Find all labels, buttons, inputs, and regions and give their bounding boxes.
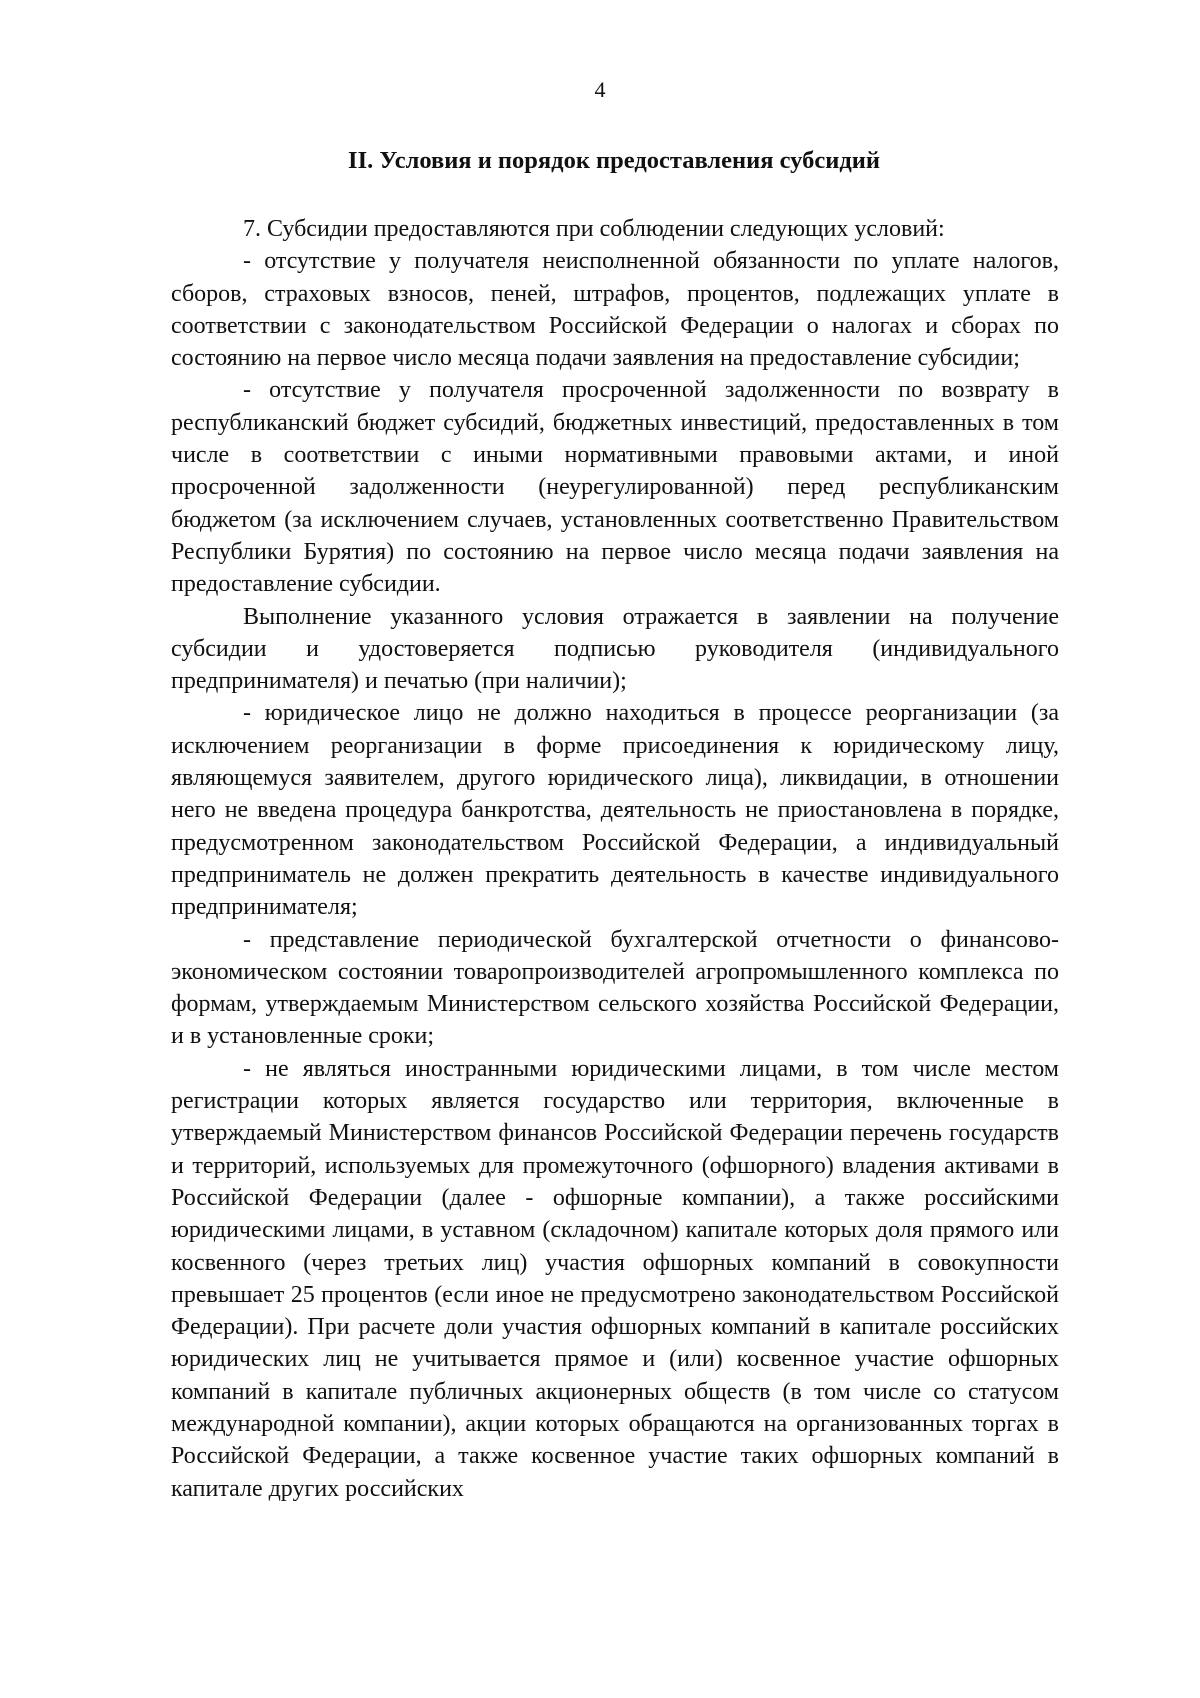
paragraph-accounting-reports: - представление периодической бухгалтерской отчетности о финансово-экономическом состоянии товаропроизводителей агропромышленного комплекса по формам, утверждаемым Министерством сельского хозяйства Российской Федерации, и в установленные сроки; — [171, 926, 1059, 1050]
paragraph-conditions-intro: 7. Субсидии предоставляются при соблюдении следующих условий: — [243, 216, 945, 242]
paragraph-condition-confirmation: Выполнение указанного условия отражается в заявлении на получение субсидии и удостоверяется подписью руководителя (индивидуального предпринимателя) и печатью (при наличии); — [171, 603, 1059, 695]
paragraph-no-reorganization: - юридическое лицо не должно находиться в процессе реорганизации (за исключением реорганизации в форме присоединения к юридическому лицу, являющемуся заявителем, другого юридического лица), ликвидации, в отношении него не введена процедура банкротства, деятельность не приостановлена в порядке, предусмотренном законодательством Российской Федерации, а индивидуальный предприниматель не должен прекратить деятельность в качестве индивидуального предпринимателя; — [171, 700, 1059, 921]
body-text — [171, 213, 1059, 1505]
section-title: II. Условия и порядок предоставления субсидий — [348, 147, 880, 174]
paragraph-no-tax-debt: - отсутствие у получателя неисполненной обязанности по уплате налогов, сборов, страховых взносов, пеней, штрафов, процентов, подлежащих уплате в соответствии с законодательством Российской Федерации о налогах и сборах по состоянию на первое число месяца подачи заявления на предоставление субсидии; — [171, 248, 1059, 372]
page-number: 4 — [594, 77, 606, 102]
paragraph-no-offshore: - не являться иностранными юридическими лицами, в том числе местом регистрации которых является государство или территория, включенные в утверждаемый Министерством финансов Российской Федерации перечень государств и территорий, используемых для промежуточного (офшорного) владения активами в Российской Федерации (далее - офшорные компании), а также российскими юридическими лицами, в уставном (складочном) капитале которых доля прямого или косвенного (через третьих лиц) участия офшорных компаний в совокупности превышает 25 процентов (если иное не предусмотрено законодательством Российской Федерации). При расчете доли участия офшорных компаний в капитале российских юридических лиц не учитывается прямое и (или) косвенное участие офшорных компаний в капитале публичных акционерных обществ (в том числе со статусом международной компании), акции которых обращаются на организованных торгах в Российской Федерации, а также косвенное участие таких офшорных компаний в капитале других российских — [171, 1055, 1059, 1502]
paragraph-no-budget-debt: - отсутствие у получателя просроченной задолженности по возврату в республиканский бюджет субсидий, бюджетных инвестиций, предоставленных в том числе в соответствии с иными нормативными правовыми актами, и иной просроченной задолженности (неурегулированной) перед республиканским бюджетом (за исключением случаев, установленных соответственно Правительством Республики Бурятия) по состоянию на первое число месяца подачи заявления на предоставление субсидии. — [171, 377, 1059, 598]
